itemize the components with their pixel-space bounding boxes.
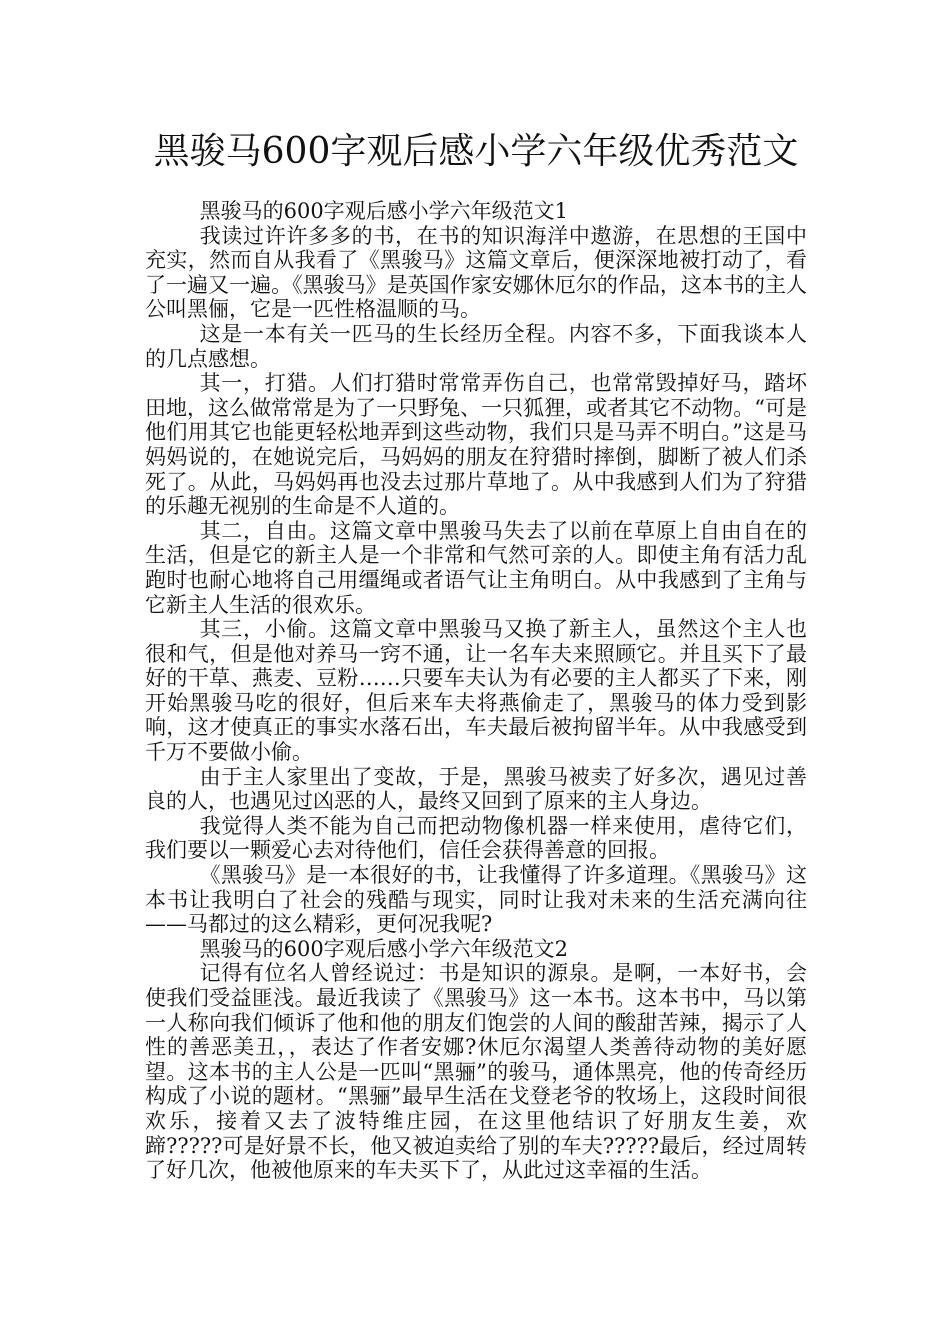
paragraph-thief: 其三，小偷。这篇文章中黑骏马又换了新主人，虽然这个主人也很和气，但是他对养马一窍不通，让一名车夫来照顾它。并且买下了最好的干草、燕麦、豆粉……只要车夫认为有必要的主人都买了下来，刚开始黑骏马吃的很好，但后来车夫将燕偷走了，黑骏马的体力受到影响，这才使真正的事实水落石出，车夫最后被拘留半年。从中我感受到千万不要做小偷。 <box>145 617 807 765</box>
paragraph-overview: 这是一本有关一匹马的生长经历全程。内容不多，下面我谈本人的几点感想。 <box>145 321 807 371</box>
essay-heading-2: 黑骏马的600字观后感小学六年级范文2 <box>199 936 569 961</box>
document-body <box>145 199 807 1183</box>
paragraph-sold: 由于主人家里出了变故，于是，黑骏马被卖了好多次，遇见过善良的人，也遇见过凶恶的人，最终又回到了原来的主人身边。 <box>145 764 807 814</box>
paragraph-hunting: 其一，打猎。人们打猎时常常弄伤自己，也常常毁掉好马，踏坏田地，这么做常常是为了一只野兔、一只狐狸，或者其它不动物。“可是他们用其它也能更轻松地弄到这些动物，我们只是马弄不明白。”这是马妈妈说的，在她说完后，马妈妈的朋友在狩猎时摔倒，脚断了被人们杀死了。从此，马妈妈再也没去过那片草地了。从中我感到人们为了狩猎的乐趣无视别的生命是不人道的。 <box>145 371 807 519</box>
paragraph-freedom: 其二，自由。这篇文章中黑骏马失去了以前在草原上自由自在的生活，但是它的新主人是一个非常和气然可亲的人。即使主角有活力乱跑时也耐心地将自己用缰绳或者语气让主角明白。从中我感到了主角与它新主人生活的很欢乐。 <box>145 518 807 617</box>
paragraph-conclusion: 《黑骏马》是一本很好的书，让我懂得了许多道理。《黑骏马》这本书让我明白了社会的残酷与现实，同时让我对未来的生活充满向往——马都过的这么精彩，更何况我呢? <box>145 863 807 937</box>
document-title: 黑骏马600字观后感小学六年级优秀范文 <box>153 131 799 172</box>
paragraph-intro: 我读过许许多多的书，在书的知识海洋中遨游，在思想的王国中充实，然而自从我看了《黑骏马》这篇文章后，便深深地被打动了，看了一遍又一遍。《黑骏马》是英国作家安娜休厄尔的作品，这本书的主人公叫黑俪，它是一匹性格温顺的马。 <box>145 223 807 322</box>
essay-heading-1: 黑骏马的600字观后感小学六年级范文1 <box>199 199 569 223</box>
paragraph-reflection: 我觉得人类不能为自己而把动物像机器一样来使用，虐待它们，我们要以一颗爱心去对待他们，信任会获得善意的回报。 <box>145 813 807 863</box>
document-page <box>145 0 807 1183</box>
paragraph-essay-2: 记得有位名人曾经说过：书是知识的源泉。是啊，一本好书，会使我们受益匪浅。最近我读了《黑骏马》这一本书。这本书中，马以第一人称向我们倾诉了他和他的朋友们饱尝的人间的酸甜苦辣，揭示了人性的善恶美丑，，表达了作者安娜?休厄尔渴望人类善待动物的美好愿望。这本书的主人公是一匹叫“黑骊”的骏马，通体黑亮，他的传奇经历构成了小说的题材。“黑骊”最早生活在戈登老爷的牧场上，这段时间很欢乐，接着又去了波特维庄园，在这里他结识了好朋友生姜，欢蹄?????可是好景不长，他又被迫卖给了别的车夫?????最后，经过周转了好几次，他被他原来的车夫买下了，从此过这幸福的生活。 <box>145 961 807 1183</box>
